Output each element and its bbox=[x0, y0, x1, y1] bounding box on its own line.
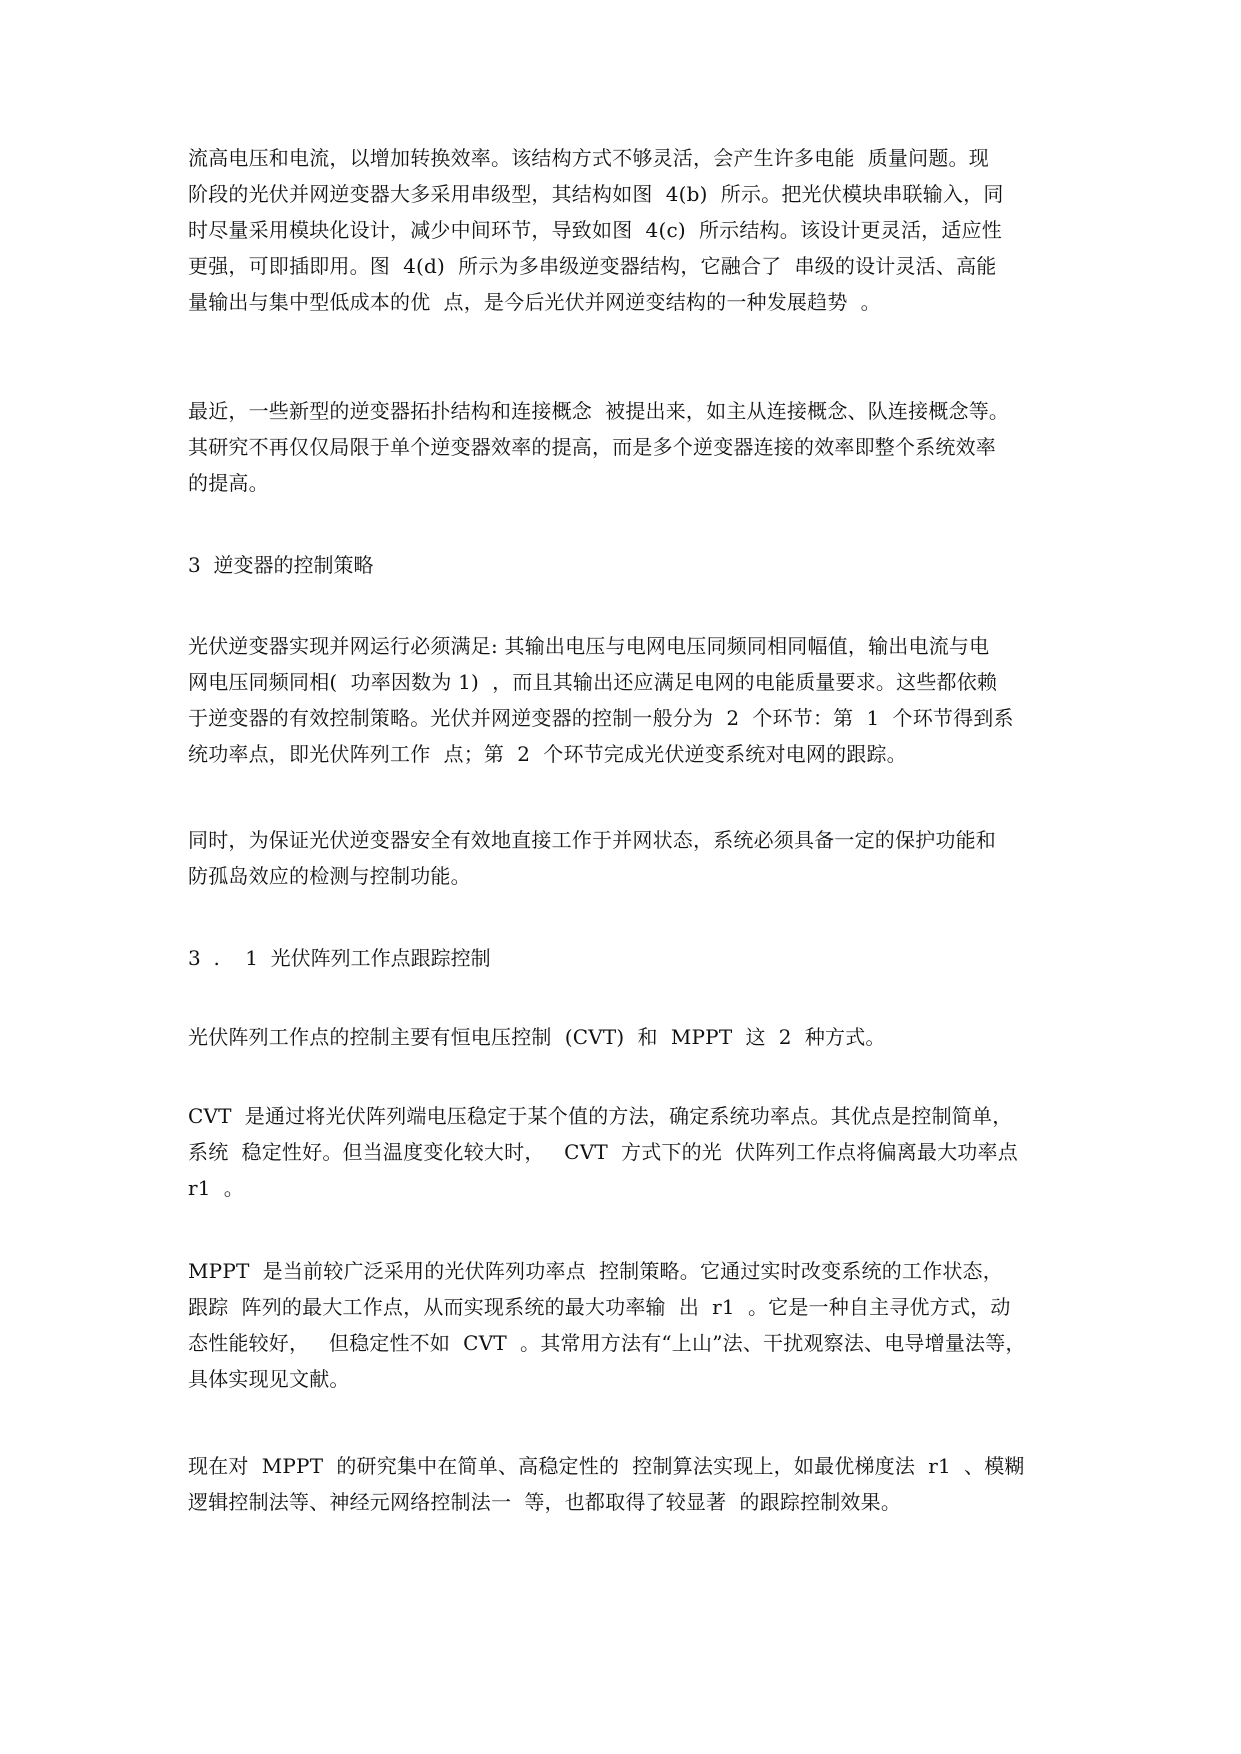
text-line: 防孤岛效应的检测与控制功能。 bbox=[188, 864, 471, 888]
section-heading-3: 3 逆变器的控制策略 bbox=[188, 553, 374, 577]
text-line: 同时，为保证光伏逆变器安全有效地直接工作于并网状态，系统必须具备一定的保护功能和 bbox=[188, 828, 996, 852]
text-line: 时尽量采用模块化设计，减少中间环节，导致如图 4(c) 所示结构。该设计更灵活，适应性 bbox=[188, 218, 1002, 242]
text-line: 于逆变器的有效控制策略。光伏并网逆变器的控制一般分为 2 个环节：第 1 个环节得到系 bbox=[188, 706, 1014, 730]
text-line: CVT 是通过将光伏阵列端电压稳定于某个值的方法，确定系统功率点。其优点是控制简单， bbox=[188, 1104, 1013, 1128]
paragraph-control-requirements bbox=[188, 628, 1058, 772]
text-line: 的提高。 bbox=[188, 471, 269, 495]
paragraph-protection bbox=[188, 822, 1058, 894]
paragraph-mppt-research bbox=[188, 1448, 1058, 1520]
text-line: 态性能较好， 但稳定性不如 CVT 。其常用方法有“上山”法、干扰观察法、电导增量法等， bbox=[188, 1331, 1026, 1355]
paragraph-mppt bbox=[188, 1253, 1058, 1397]
text-line: 现在对 MPPT 的研究集中在简单、高稳定性的 控制算法实现上，如最优梯度法 r1 、模糊 bbox=[188, 1454, 1025, 1478]
text-line: 系统 稳定性好。但当温度变化较大时， CVT 方式下的光 伏阵列工作点将偏离最大功率点 bbox=[188, 1140, 1018, 1164]
text-line: 更强，可即插即用。图 4(d) 所示为多串级逆变器结构，它融合了 串级的设计灵活、高能 bbox=[188, 254, 997, 278]
text-line: 跟踪 阵列的最大工作点，从而实现系统的最大功率输 出 r1 。它是一种自主寻优方式，动 bbox=[188, 1295, 1011, 1319]
text-line: r1 。 bbox=[188, 1176, 244, 1200]
text-line: 最近，一些新型的逆变器拓扑结构和连接概念 被提出来，如主从连接概念、队连接概念等。 bbox=[188, 399, 1010, 423]
text-line: 网电压同频同相( 功率因数为 1) ，而且其输出还应满足电网的电能质量要求。这些都依赖 bbox=[188, 670, 998, 694]
paragraph-new-topologies bbox=[188, 393, 1058, 501]
text-line: 阶段的光伏并网逆变器大多采用串级型，其结构如图 4(b) 所示。把光伏模块串联输入，同 bbox=[188, 182, 1004, 206]
text-line: 光伏逆变器实现并网运行必须满足: 其输出电压与电网电压同频同相同幅值，输出电流与电 bbox=[188, 634, 990, 658]
text-line: 逻辑控制法等、神经元网络控制法一 等，也都取得了较显著 的跟踪控制效果。 bbox=[188, 1490, 902, 1514]
text-line: 具体实现见文献。 bbox=[188, 1367, 350, 1391]
text-line: MPPT 是当前较广泛采用的光伏阵列功率点 控制策略。它通过实时改变系统的工作状态， bbox=[188, 1259, 1003, 1283]
text-line: 光伏阵列工作点的控制主要有恒电压控制 (CVT) 和 MPPT 这 2 种方式。 bbox=[188, 1025, 886, 1049]
text-line: 量输出与集中型低成本的优 点，是今后光伏并网逆变结构的一种发展趋势 。 bbox=[188, 290, 881, 314]
paragraph-inverter-structures bbox=[188, 140, 1058, 320]
text-line: 其研究不再仅仅局限于单个逆变器效率的提高，而是多个逆变器连接的效率即整个系统效率 bbox=[188, 435, 996, 459]
text-line: 统功率点，即光伏阵列工作 点；第 2 个环节完成光伏逆变系统对电网的跟踪。 bbox=[188, 742, 907, 766]
paragraph-cvt bbox=[188, 1098, 1058, 1206]
text-line: 流高电压和电流，以增加转换效率。该结构方式不够灵活，会产生许多电能 质量问题。现 bbox=[188, 146, 989, 170]
section-heading-3-1: 3 . 1 光伏阵列工作点跟踪控制 bbox=[188, 946, 491, 970]
paragraph-operating-point-control bbox=[188, 1019, 1058, 1055]
